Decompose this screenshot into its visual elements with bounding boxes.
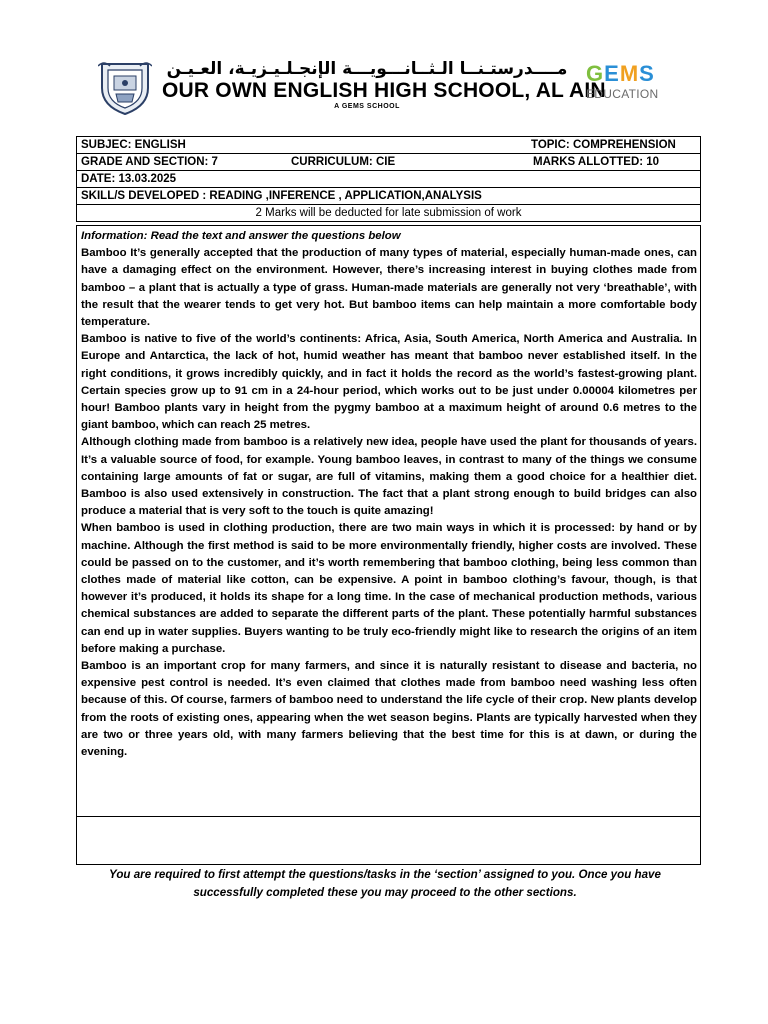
passage-paragraph: Bamboo is native to five of the world’s continents: Africa, Asia, South America, North America and Australia. In Europe and Antarctica, the lack of hot, humid weather has meant that bamboo never established itself. In the right conditions, it grows incredibly quickly, and in fact it holds the record as the world’s fastest-growing plant. Certain species grow up to 91 cm in a 24-hour period, which works out to be just under 0.00004 kilometres per hour! Bamboo plants vary in height from the pygmy bamboo at a maximum height of around 0.6 metres to the giant bamboo, which can reach 25 metres. bbox=[81, 333, 697, 432]
section-instruction-note: You are required to first attempt the questions/tasks in the ‘section’ assigned to you. Once you have successfully completed these you may proceed to the other sections. bbox=[109, 868, 661, 899]
topic-label: TOPIC: COMPREHENSION bbox=[531, 139, 676, 151]
school-crest-icon bbox=[98, 58, 152, 116]
late-submission-notice: 2 Marks will be deducted for late submission of work bbox=[77, 205, 701, 222]
school-name-arabic: مــــدرستـنــا الـثــانـــويـــة الإنجـلـيـزيـة، العـيـن bbox=[166, 59, 568, 79]
passage-instruction: Information: Read the text and answer the questions below bbox=[81, 230, 401, 242]
passage-paragraph: When bamboo is used in clothing production, there are two main ways in which it is processed: by hand or by machine. Although the first method is said to be more environmentally friendly, higher costs are involved. These could be passed on to the customer, and it’s worth remembering that bamboo clothing, being less common than clothes made of material like cotton, can be expensive. A point in bamboo clothing’s favour, though, is that however it’s produced, it holds its shape for a long time. In the case of mechanical production methods, various chemical substances are added to separate the different parts of the plant. These potentially harmful substances can end up in water supplies. Buyers wanting to be truly eco-friendly might like to research the origins of an item before making a purchase. bbox=[81, 522, 697, 655]
info-row-date bbox=[77, 171, 701, 188]
gems-letter-e: E bbox=[604, 61, 620, 86]
school-header bbox=[98, 58, 658, 122]
gems-education-logo bbox=[586, 62, 658, 114]
passage-paragraph: Bamboo It’s generally accepted that the production of many types of material, especially human-made ones, can have a damaging effect on the environment. However, there’s increasing interest in buying clothes made from bamboo – a plant that is actually a type of grass. Human-made materials are generally not very ‘breathable’, with the result that the wearer tends to get very hot. But bamboo items can help maintain a more comfortable body temperature. bbox=[81, 247, 697, 329]
gems-letter-g: G bbox=[586, 61, 605, 86]
worksheet-info-table bbox=[76, 136, 701, 222]
school-subtitle: A GEMS SCHOOL bbox=[334, 103, 400, 110]
gems-letter-s: S bbox=[639, 61, 655, 86]
passage-paragraph: Although clothing made from bamboo is a relatively new idea, people have used the plant for thousands of years. It’s a valuable source of food, for example. Young bamboo leaves, in contrast to many of the things we consume containing large amounts of fat or sugar, are full of vitamins, making them a good choice for a healthier diet. Bamboo is also used extensively in construction. The fact that a plant strong enough to build bridges can also produce a material that is very soft to the touch is quite amazing! bbox=[81, 436, 697, 518]
info-row-skills bbox=[77, 188, 701, 205]
reading-passage-box bbox=[76, 225, 701, 817]
gems-education-label: EDUCATION bbox=[586, 87, 659, 101]
curriculum-label: CURRICULUM: CIE bbox=[291, 156, 396, 168]
school-name-english: OUR OWN ENGLISH HIGH SCHOOL, AL AIN bbox=[162, 79, 606, 102]
marks-allotted-label: MARKS ALLOTTED: 10 bbox=[533, 156, 660, 168]
info-row-subject bbox=[77, 137, 701, 154]
subject-label: SUBJEC: ENGLISH bbox=[81, 139, 186, 151]
info-row-notice bbox=[77, 205, 701, 222]
grade-section-label: GRADE AND SECTION: 7 bbox=[81, 156, 218, 168]
school-name-block bbox=[162, 58, 606, 112]
date-label: DATE: 13.03.2025 bbox=[81, 173, 177, 185]
skills-developed-label: SKILL/S DEVELOPED : READING ,INFERENCE , APPLICATION,ANALYSIS bbox=[81, 190, 482, 202]
info-row-grade bbox=[77, 154, 701, 171]
gems-wordmark bbox=[586, 62, 658, 86]
passage-paragraph: Bamboo is an important crop for many farmers, and since it is naturally resistant to disease and bacteria, no expensive pest control is needed. It’s even claimed that clothes made from bamboo need washing less often because of this. Of course, farmers of bamboo need to understand the life cycle of their crop. New plants develop from the roots of existing ones, appearing when the wet season begins. Plants are typically harvested when they are two or three years old, with many farmers believing that the best time for this is at dawn, or during the evening. bbox=[81, 660, 697, 759]
gems-letter-m: M bbox=[619, 61, 640, 86]
answer-area-box bbox=[76, 817, 701, 865]
